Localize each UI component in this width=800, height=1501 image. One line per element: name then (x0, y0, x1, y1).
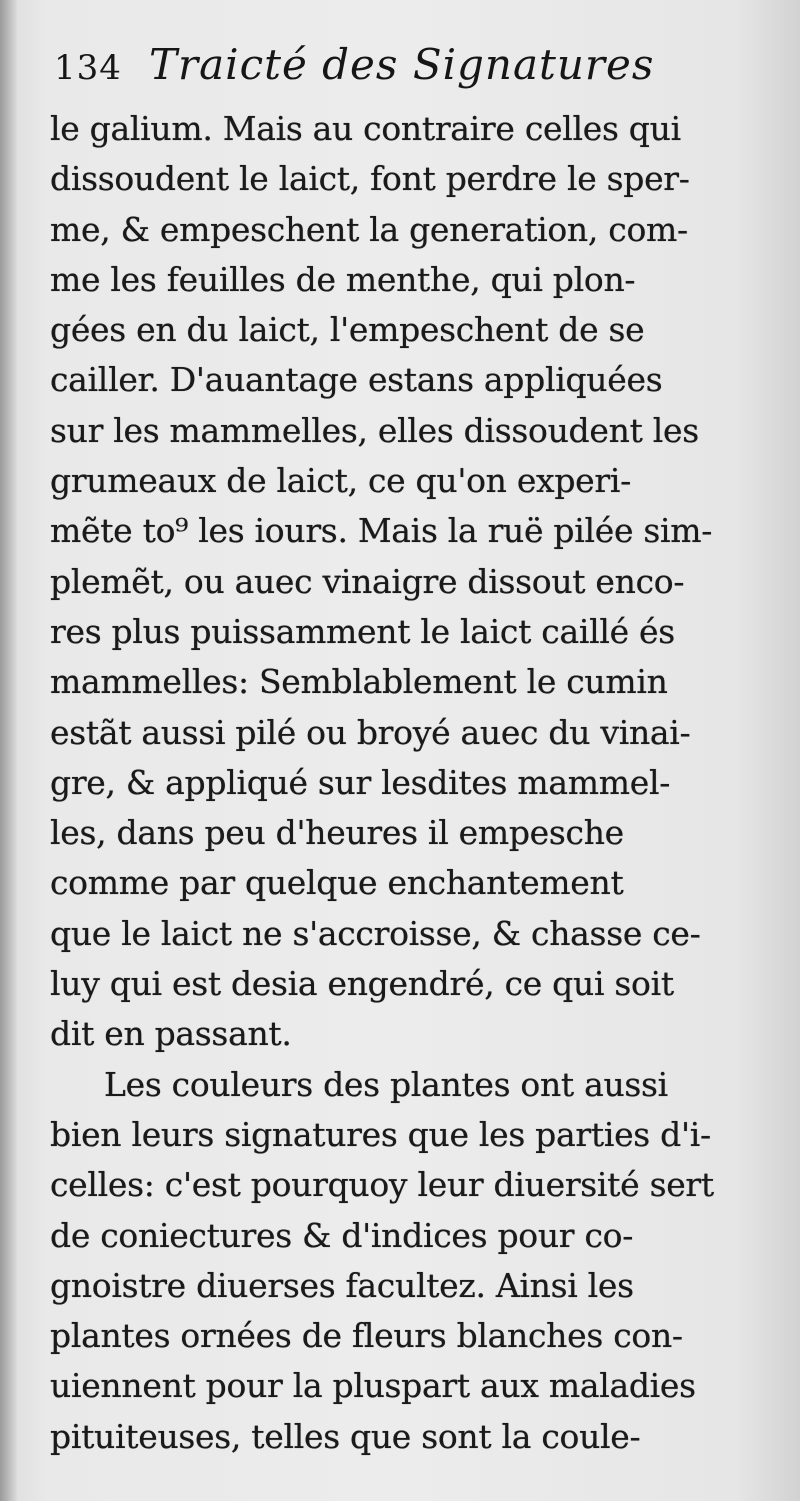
paragraph-first-line: Les couleurs des plantes ont aussi (104, 1064, 668, 1104)
text-line: luy qui est desia engendré, ce qui soit (50, 964, 674, 1004)
text-line: de coniectures & d'indices pour co- (50, 1215, 634, 1255)
text-line: gées en du laict, l'empeschent de se (50, 310, 645, 350)
text-line: comme par quelque enchantement (50, 863, 624, 903)
text-line: dit en passant. (50, 1014, 292, 1054)
body-text (50, 104, 750, 1462)
text-line: mẽte to⁹ les iours. Mais la ruë pilée sim- (50, 511, 713, 551)
text-line: les, dans peu d'heures il empesche (50, 813, 624, 853)
text-line: cailler. D'auantage estans appliquées (50, 360, 663, 400)
text-line: res plus puissamment le laict caillé és (50, 611, 675, 651)
running-head (54, 40, 654, 104)
text-line: celles: c'est pourquoy leur diuersité sert (50, 1165, 714, 1205)
text-line: me les feuilles de menthe, qui plon- (50, 259, 636, 299)
text-line: estãt aussi pilé ou broyé auec du vinai- (50, 712, 691, 752)
text-line: que le laict ne s'accroisse, & chasse ce- (50, 913, 701, 953)
text-line: me, & empeschent la generation, com- (50, 209, 688, 249)
page-number: 134 (54, 48, 122, 88)
text-line: bien leurs signatures que les parties d'i- (50, 1114, 711, 1154)
text-line: le galium. Mais au contraire celles qui (50, 109, 681, 148)
text-line: gnoistre diuerses facultez. Ainsi les (50, 1265, 634, 1305)
text-line: mammelles: Semblablement le cumin (50, 662, 668, 702)
running-title: Traicté des Signatures (149, 40, 655, 89)
text-line: plantes ornées de fleurs blanches con- (50, 1316, 683, 1356)
text-line: grumeaux de laict, ce qu'on experi- (50, 461, 631, 501)
text-line: gre, & appliqué sur lesdites mammel- (50, 762, 671, 802)
text-line: plemẽt, ou auec vinaigre dissout enco- (50, 561, 685, 601)
text-line: sur les mammelles, elles dissoudent les (50, 410, 699, 450)
text-line: uiennent pour la pluspart aux maladies (50, 1366, 696, 1406)
text-line: dissoudent le laict, font perdre le sper- (50, 159, 690, 199)
binding-shadow (0, 0, 18, 1501)
text-line: pituiteuses, telles que sont la coule- (50, 1416, 641, 1456)
